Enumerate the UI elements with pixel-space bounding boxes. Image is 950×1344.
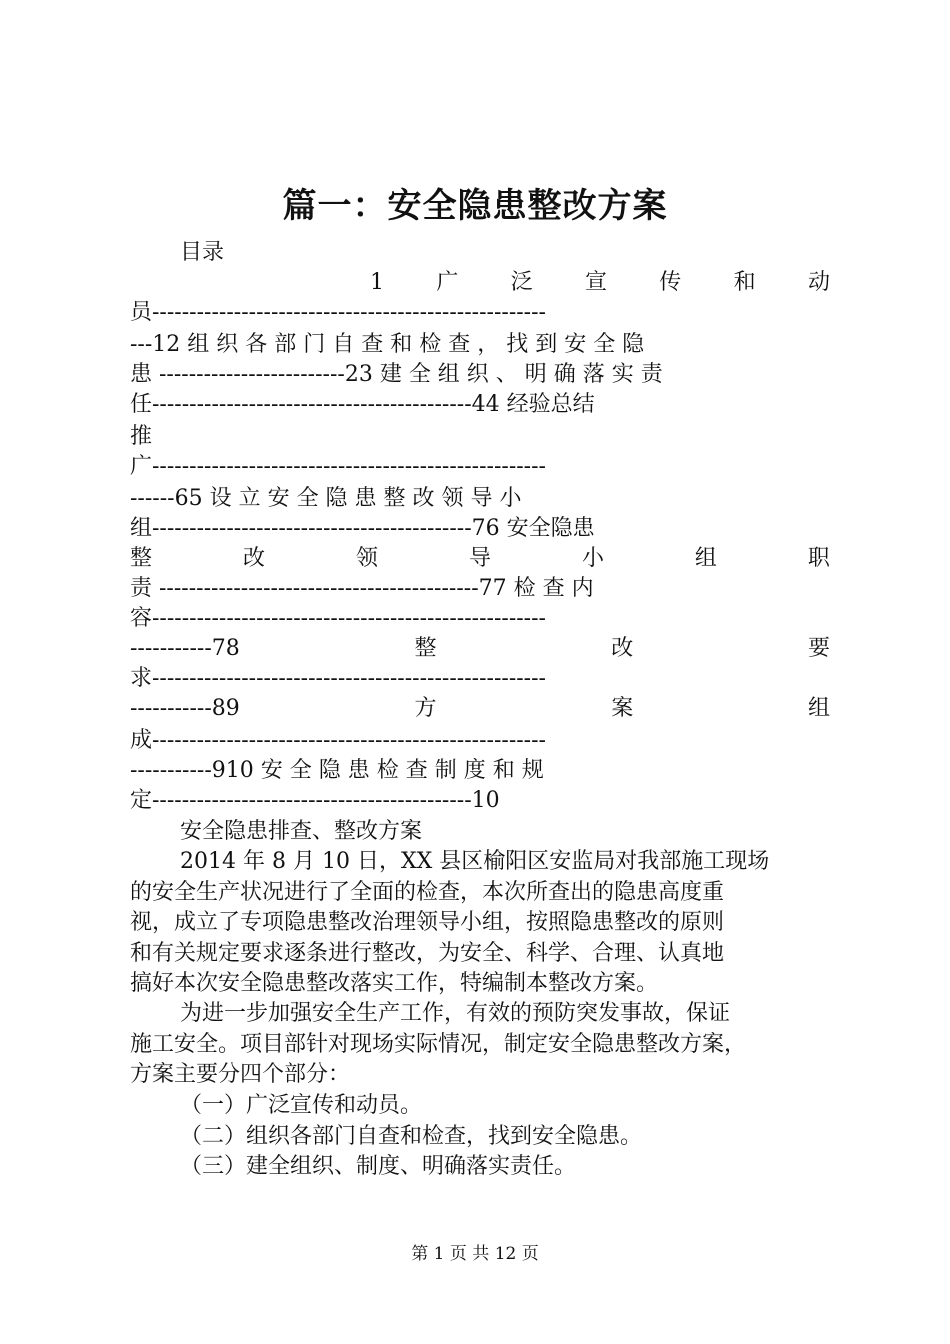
toc-heading: 目录 [180,240,225,265]
text-line: 方案主要分四个部分： [130,1062,351,1087]
text-line: 搞好本次安全隐患整改落实工作，特编制本整改方案。 [130,971,659,996]
toc-line: -----------910 安 全 隐 患 检 查 制 度 和 规 [130,758,544,783]
text-line: 的安全生产状况进行了全面的检查，本次所查出的隐患高度重 [130,879,725,905]
toc-line: 1 广 泛 宣 传 和 动 [370,270,830,295]
section-title: 安全隐患排查、整改方案 [180,819,423,844]
toc-line: 定-------------------------------------------10 [130,788,500,813]
toc-line: 容----------------------------------------------------- [130,606,546,631]
toc-line: 成----------------------------------------------------- [130,728,546,753]
page-footer: 第 1 页 共 12 页 [411,1244,539,1264]
toc-line: 求----------------------------------------------------- [130,666,546,691]
toc-line: -----------89 方 案 组 [130,696,830,721]
toc-line: -----------78 整 改 要 [130,636,830,661]
toc-line: ------65 设 立 安 全 隐 患 整 改 领 导 小 [130,486,522,511]
document-title: 篇一：安全隐患整改方案 [282,186,668,226]
list-item: （一）广泛宣传和动员。 [180,1093,423,1118]
toc-line: 员----------------------------------------------------- [130,300,546,325]
toc-line: 患 -------------------------23 建 全 组 织 、 明 确 落 实 责 [130,362,663,387]
text-line: 为进一步加强安全生产工作，有效的预防突发事故，保证 [180,1001,731,1026]
list-item: （三）建全组织、制度、明确落实责任。 [180,1154,577,1179]
text-line: 视，成立了专项隐患整改治理领导小组，按照隐患整改的原则 [130,910,725,935]
list-item: （二）组织各部门自查和检查，找到安全隐患。 [180,1123,643,1149]
toc-line: 推 [130,424,153,449]
toc-line: ---12 组 织 各 部 门 自 查 和 检 查 ， 找 到 安 全 隐 [130,332,645,357]
toc-line: 广----------------------------------------------------- [130,454,546,479]
toc-line: 整 改 领 导 小 组 职 [130,546,830,571]
text-line: 施工安全。项目部针对现场实际情况，制定安全隐患整改方案， [130,1031,747,1057]
toc-line: 组-------------------------------------------76 安全隐患 [130,516,595,541]
toc-line: 责 -------------------------------------------77 检 查 内 [130,576,594,601]
text-line: 和有关规定要求逐条进行整改，为安全、科学、合理、认真地 [130,940,725,966]
text-line: 2014 年 8 月 10 日，XX 县区榆阳区安监局对我部施工现场 [180,849,770,874]
toc-line: 任-------------------------------------------44 经验总结 [130,392,595,417]
